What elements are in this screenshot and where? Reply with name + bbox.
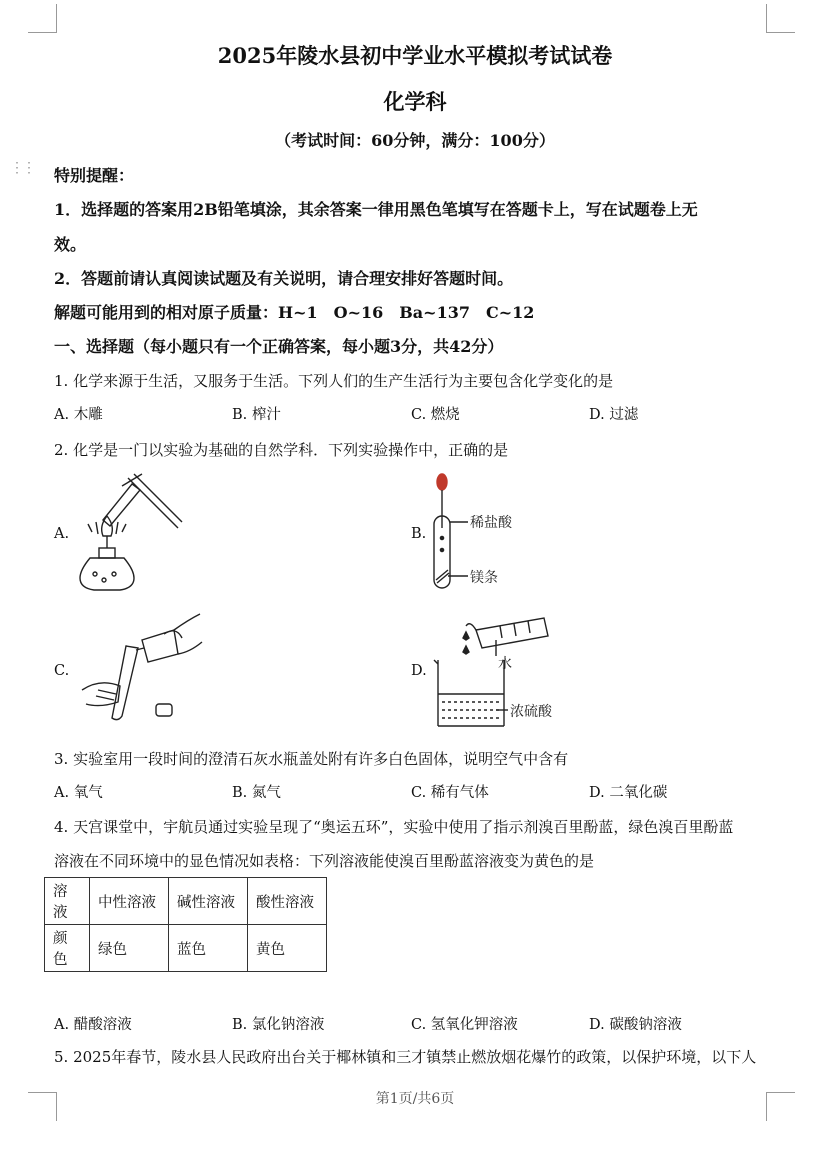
- notice-heading: 特别提醒：: [54, 166, 135, 185]
- page-number: 第1页/共6页: [375, 1091, 455, 1107]
- q2-label-d: D.: [411, 663, 427, 679]
- q4-option-a: A. 醋酸溶液: [54, 1017, 132, 1033]
- table-row: [45, 878, 327, 925]
- figure-d-dilution: [430, 610, 565, 730]
- question-5-stem: 5. 2025年春节，陵水县人民政府出台关于椰林镇和三才镇禁止燃放烟花爆竹的政策，以保护环境，以下人: [54, 1048, 757, 1066]
- subject-title: 化学科: [383, 89, 447, 114]
- question-4-stem: 4. 天宫课堂中，宇航员通过实验呈现了“奥运五环”，实验中使用了指示剂溴百里酚蓝，绿色溴百里酚蓝: [54, 818, 734, 836]
- drag-handle-icon[interactable]: ⋮⋮: [10, 160, 34, 176]
- exam-info: （考试时间：60分钟，满分：100分）: [275, 131, 555, 150]
- q3-option-a: A. 氧气: [54, 785, 103, 801]
- crop-mark-top-right: [766, 4, 795, 33]
- table-cell: 颜色: [45, 925, 90, 972]
- q3-option-b: B. 氮气: [232, 785, 281, 801]
- notice-item-1: 1．选择题的答案用2B铅笔填涂，其余答案一律用黑色笔填写在答题卡上，写在试题卷上无: [54, 200, 698, 219]
- q4-option-c: C. 氢氧化钾溶液: [411, 1017, 518, 1033]
- q2-label-c: C.: [54, 663, 70, 679]
- figure-a-alcohol-lamp: [70, 470, 185, 595]
- table-cell: 碱性溶液: [169, 878, 248, 925]
- q1-option-a: A. 木雕: [54, 407, 103, 423]
- table-cell: 中性溶液: [90, 878, 169, 925]
- question-2-stem: 2. 化学是一门以实验为基础的自然学科．下列实验操作中，正确的是: [54, 441, 509, 459]
- notice-item-1-cont: 效。: [54, 235, 87, 254]
- atomic-mass-line: 解题可能用到的相对原子质量：H~1 O~16 Ba~137 C~12: [54, 303, 535, 322]
- notice-item-2: 2．答题前请认真阅读试题及有关说明，请合理安排好答题时间。: [54, 269, 514, 288]
- table-cell: 绿色: [90, 925, 169, 972]
- question-3-stem: 3. 实验室用一段时间的澄清石灰水瓶盖处附有许多白色固体，说明空气中含有: [54, 750, 569, 768]
- q2-label-b: B.: [411, 526, 427, 542]
- q4-option-b: B. 氯化钠溶液: [232, 1017, 325, 1033]
- table-cell: 蓝色: [169, 925, 248, 972]
- q4-option-d: D. 碳酸钠溶液: [589, 1017, 682, 1033]
- label-magnesium-strip: 镁条: [470, 570, 498, 586]
- table-cell: 黄色: [248, 925, 327, 972]
- label-water: 水: [498, 656, 512, 672]
- table-cell: 酸性溶液: [248, 878, 327, 925]
- label-dilute-hcl: 稀盐酸: [470, 515, 512, 531]
- figure-b-dropper-test-tube: [420, 472, 530, 594]
- figure-c-pouring-liquid: [78, 612, 206, 724]
- indicator-color-table: [44, 877, 327, 972]
- q2-label-a: A.: [54, 526, 70, 542]
- q3-option-d: D. 二氧化碳: [589, 785, 668, 801]
- label-conc-sulfuric-acid: 浓硫酸: [510, 704, 552, 720]
- section-heading: 一、选择题（每小题只有一个正确答案，每小题3分，共42分）: [54, 337, 504, 356]
- q1-option-d: D. 过滤: [589, 407, 639, 423]
- q1-option-c: C. 燃烧: [411, 407, 460, 423]
- table-row: [45, 925, 327, 972]
- crop-mark-top-left: [28, 4, 57, 33]
- q1-option-b: B. 榨汁: [232, 407, 281, 423]
- q3-option-c: C. 稀有气体: [411, 785, 489, 801]
- table-cell: 溶液: [45, 878, 90, 925]
- question-4-stem-cont: 溶液在不同环境中的显色情况如表格：下列溶液能使溴百里酚蓝溶液变为黄色的是: [54, 852, 595, 870]
- question-1-stem: 1. 化学来源于生活，又服务于生活。下列人们的生产生活行为主要包含化学变化的是: [54, 372, 614, 390]
- exam-title: 2025年陵水县初中学业水平模拟考试试卷: [217, 43, 613, 68]
